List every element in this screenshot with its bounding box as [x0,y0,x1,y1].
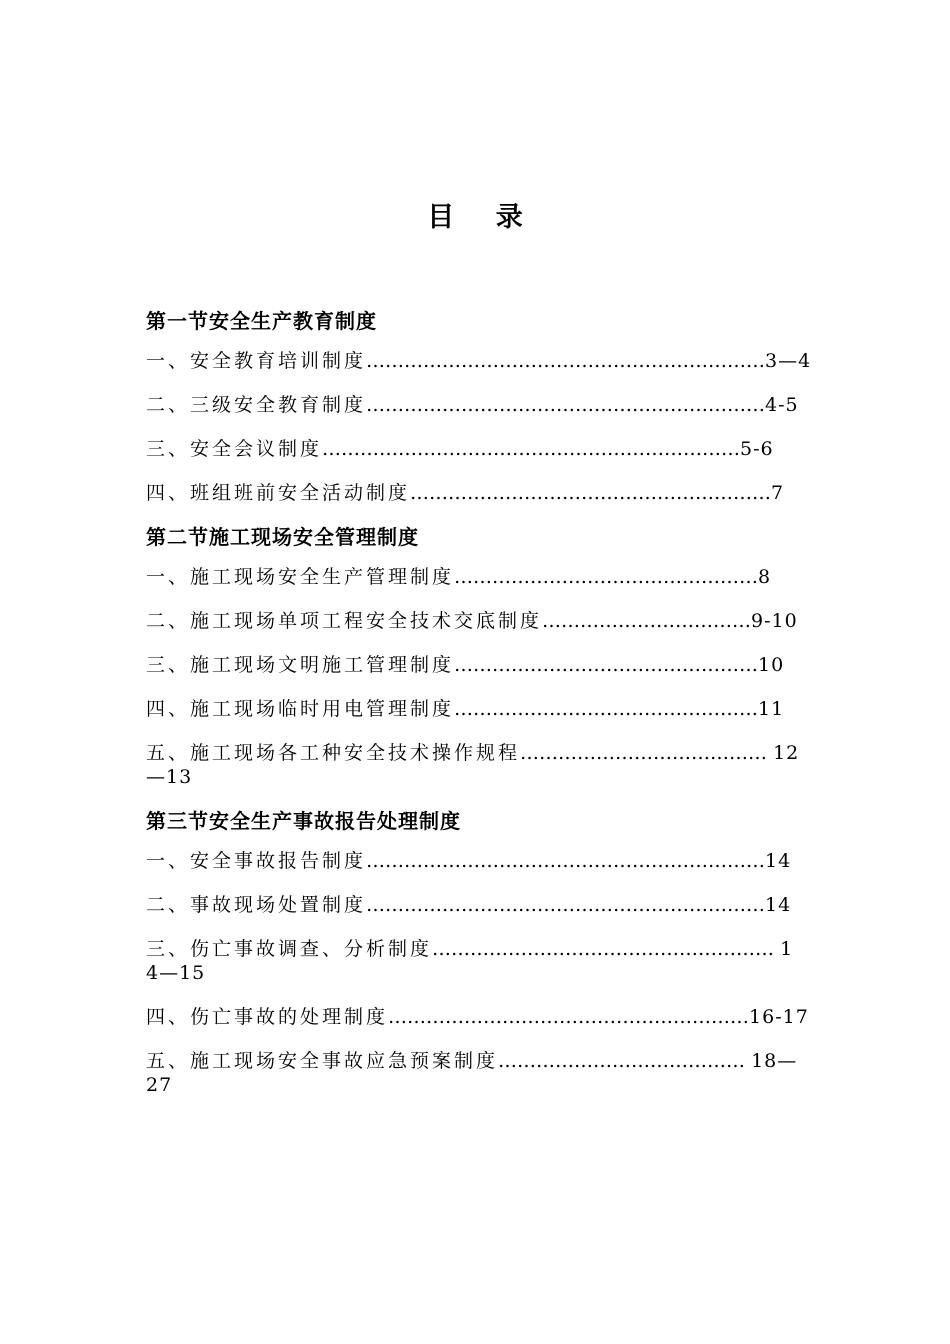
page-number: 9-10 [751,610,798,632]
section-heading: 第三节安全生产事故报告处理制度 [146,809,461,833]
dot-leader: …………………………… [542,610,752,632]
dot-leader: ………………………………………………… [410,482,772,504]
entry-text: 四、班组班前安全活动制度 [146,482,411,504]
entry-text: 二、事故现场处置制度 [146,894,367,916]
page-number: 14 [765,894,792,916]
page-number: 12—13 [146,742,800,788]
page-number: 14—15 [146,938,794,984]
entry-text: 二、施工现场单项工程安全技术交底制度 [146,610,543,632]
toc-entry[interactable] [146,437,806,461]
toc-entry[interactable] [146,609,806,633]
page-number: 8 [758,566,772,588]
toc-entry[interactable] [146,349,812,373]
toc-entry[interactable] [146,849,806,873]
toc-section-1 [146,309,812,505]
dot-leader: ………………………………………………… [388,1006,750,1028]
dot-leader: ……………………………………………… [432,938,781,960]
entry-text: 一、安全教育培训制度 [146,350,367,372]
dot-leader: ………………………………………… [454,566,759,588]
entry-text: 五、施工现场各工种安全技术操作规程 [146,742,521,764]
toc-section-3 [146,809,809,1097]
entry-text: 一、安全事故报告制度 [146,850,367,872]
page-number: 10 [758,654,785,676]
dot-leader: ……………………………………………………… [366,894,766,916]
toc-entry[interactable] [146,1049,806,1097]
dot-leader: ……………………………………………………… [366,850,766,872]
entry-text: 一、施工现场安全生产管理制度 [146,566,455,588]
dot-leader: ………………………………………… [454,698,759,720]
entry-text: 三、安全会议制度 [146,438,323,460]
toc-entry[interactable] [146,893,806,917]
entry-text: 二、三级安全教育制度 [146,394,367,416]
page-number: 4-5 [765,394,799,416]
toc-entry[interactable] [146,393,806,417]
toc-entry[interactable] [146,481,806,505]
entry-text: 五、施工现场安全事故应急预案制度 [146,1050,499,1072]
page-title: 目 录 [427,202,539,233]
toc-entry[interactable] [146,741,806,789]
toc-entry[interactable] [146,937,806,985]
page-number: 18—27 [146,1050,798,1096]
dot-leader: ………………………………………… [454,654,759,676]
page-number: 11 [758,698,785,720]
section-heading: 第一节安全生产教育制度 [146,309,377,333]
page-number: 16-17 [749,1006,809,1028]
page-number: 3—4 [765,350,812,372]
entry-text: 三、施工现场文明施工管理制度 [146,654,455,676]
dot-leader: ………………………………………………………… [322,438,741,460]
entry-text: 四、施工现场临时用电管理制度 [146,698,455,720]
page-number: 5-6 [740,438,774,460]
toc-entry[interactable] [146,565,806,589]
dot-leader: ……………………………………………………… [366,394,766,416]
section-heading: 第二节施工现场安全管理制度 [146,525,419,549]
toc-entry[interactable] [146,653,806,677]
table-of-contents [146,305,812,1117]
toc-entry[interactable] [146,1005,809,1029]
entry-text: 三、伤亡事故调查、分析制度 [146,938,433,960]
entry-text: 四、伤亡事故的处理制度 [146,1006,389,1028]
dot-leader: ………………………………… [520,742,774,764]
toc-entry[interactable] [146,697,806,721]
dot-leader: ……………………………………………………… [366,350,766,372]
page-number: 14 [765,850,792,872]
toc-section-2 [146,525,806,789]
page-number: 7 [771,482,785,504]
dot-leader: ………………………………… [498,1050,752,1072]
